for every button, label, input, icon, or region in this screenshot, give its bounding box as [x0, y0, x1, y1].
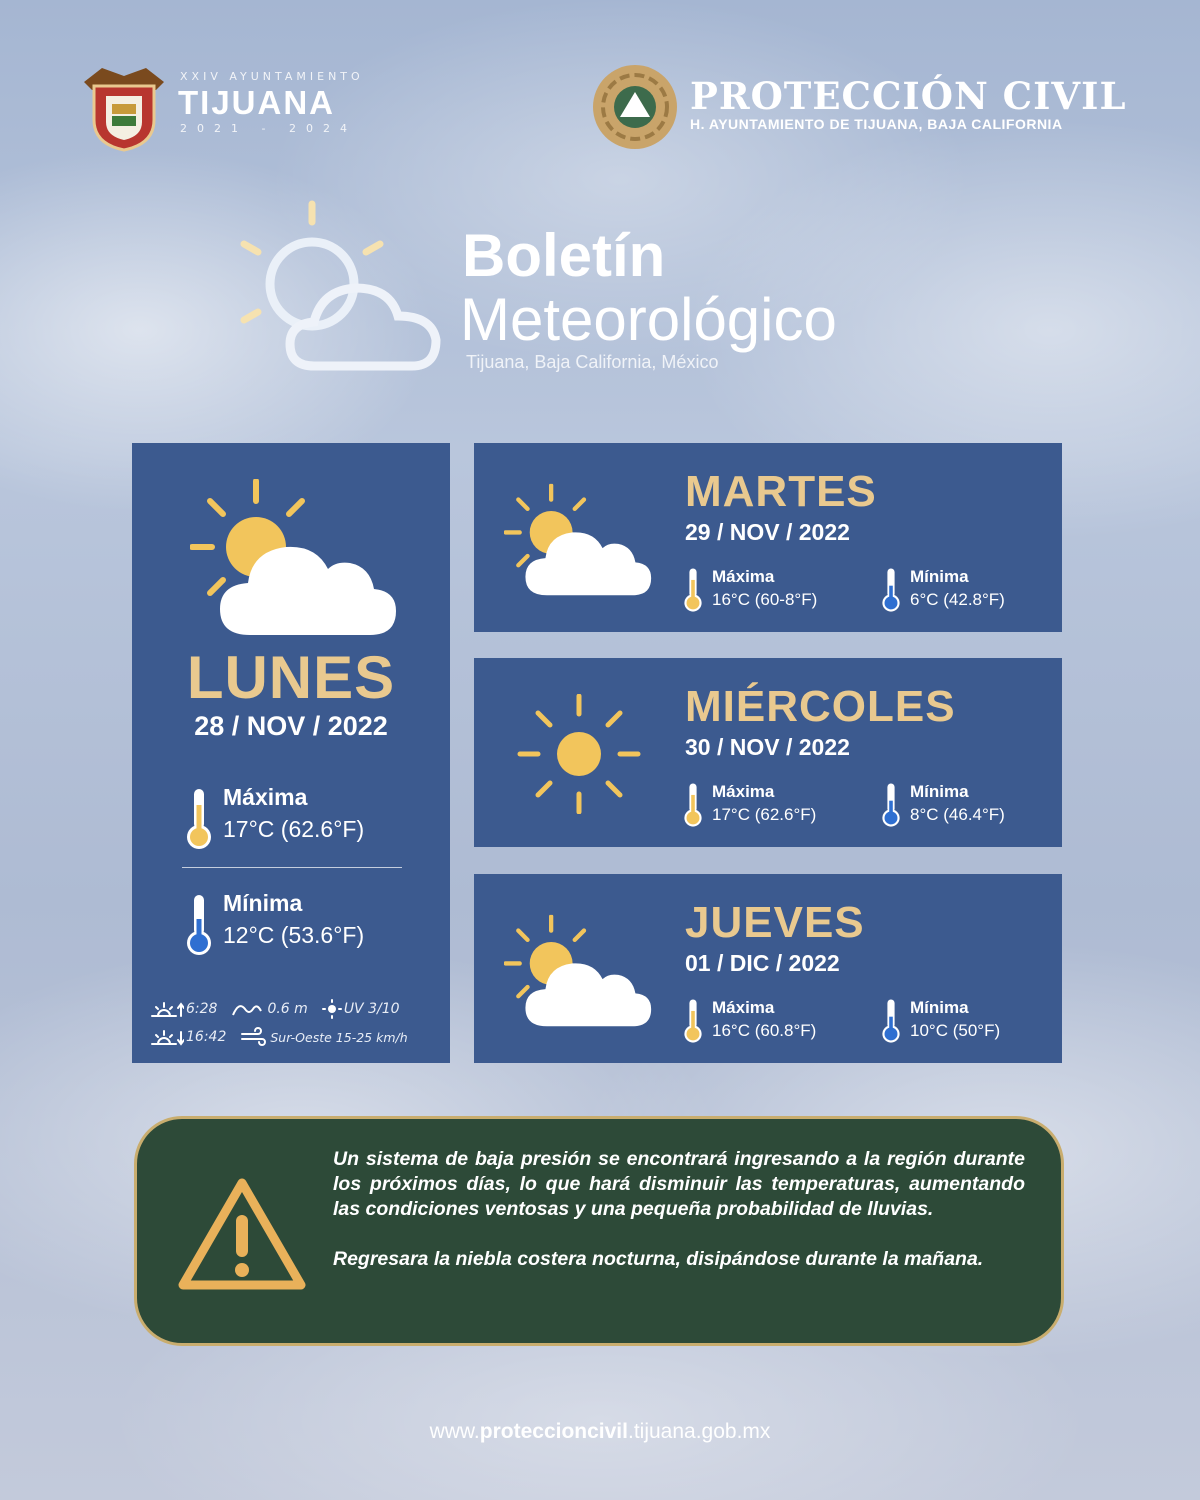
today-max-label: Máxima	[223, 784, 308, 810]
forecast-day: MARTES	[685, 467, 877, 516]
thermometer-max-icon	[184, 787, 214, 851]
tijuana-shield-logo	[80, 64, 168, 152]
today-min-label: Mínima	[223, 890, 303, 916]
warning-icon	[177, 1175, 307, 1295]
forecast-max-value: 16°C (60.8°F)	[712, 1021, 817, 1040]
thermometer-min-icon	[880, 567, 902, 613]
alert-paragraph-1: Un sistema de baja presión se encontrará ingresando a la región durante los próximos días, lo que hará disminuir las temperaturas, aumentando las condiciones ventosas y una pequeña probabilidad de lluvias.	[333, 1148, 1025, 1220]
today-forecast-card	[132, 443, 450, 1063]
thermometer-max-icon	[682, 567, 704, 613]
thermometer-min-icon	[880, 998, 902, 1044]
forecast-date: 29 / NOV / 2022	[685, 519, 850, 545]
weather-alert-box	[134, 1116, 1064, 1346]
bulletin-subtitle: Meteorológico	[460, 286, 837, 353]
forecast-card-jueves	[474, 874, 1062, 1063]
tijuana-council-label: XXIV AYUNTAMIENTO	[180, 70, 364, 83]
proteccion-civil-subtitle: H. AYUNTAMIENTO DE TIJUANA, BAJA CALIFORNIA	[690, 116, 1063, 132]
forecast-max-value: 17°C (62.6°F)	[712, 805, 817, 824]
wind-icon	[240, 1027, 268, 1047]
footer-url-prefix: www.	[429, 1420, 480, 1443]
thermometer-max-icon	[682, 782, 704, 828]
today-extra-row-2	[150, 1027, 408, 1047]
footer-url-suffix: .tijuana.gob.mx	[627, 1420, 771, 1443]
thermometer-min-icon	[880, 782, 902, 828]
wind-value: Sur-Oeste 15-25 km/h	[270, 1029, 408, 1045]
alert-paragraph-2: Regresara la niebla costera nocturna, disipándose durante la mañana.	[333, 1248, 984, 1270]
waves-icon	[231, 999, 265, 1019]
partly-cloudy-icon	[190, 479, 400, 639]
sunset-time: 16:42	[186, 1029, 227, 1045]
bulletin-location: Tijuana, Baja California, México	[466, 352, 719, 372]
sunrise-icon	[150, 999, 184, 1019]
sunrise-time: 6:28	[186, 1001, 218, 1017]
forecast-max-label: Máxima	[712, 998, 775, 1017]
forecast-min-value: 8°C (46.4°F)	[910, 805, 1005, 824]
forecast-card-miercoles	[474, 658, 1062, 847]
wave-height: 0.6 m	[267, 1001, 308, 1017]
tijuana-name: TIJUANA	[178, 84, 336, 121]
today-date: 28 / NOV / 2022	[194, 711, 388, 741]
forecast-min-value: 6°C (42.8°F)	[910, 590, 1005, 609]
bulletin-title: Boletín	[462, 222, 666, 289]
sun-icon	[504, 694, 654, 814]
forecast-min-label: Mínima	[910, 567, 969, 586]
forecast-min-label: Mínima	[910, 998, 969, 1017]
proteccion-civil-logo	[590, 62, 680, 152]
footer-website-link[interactable]	[0, 1420, 1200, 1444]
uv-sun-icon	[322, 999, 342, 1019]
forecast-max-label: Máxima	[712, 567, 775, 586]
sunset-icon	[150, 1027, 184, 1047]
divider	[182, 867, 402, 868]
forecast-date: 30 / NOV / 2022	[685, 734, 850, 760]
forecast-max-value: 16°C (60-8°F)	[712, 590, 818, 609]
alert-text	[333, 1147, 1025, 1297]
uv-index: UV 3/10	[343, 1001, 400, 1017]
today-min-value: 12°C (53.6°F)	[223, 922, 365, 948]
forecast-min-value: 10°C (50°F)	[910, 1021, 1001, 1040]
proteccion-civil-title: PROTECCIÓN CIVIL	[690, 74, 1127, 118]
forecast-card-martes	[474, 443, 1062, 632]
today-max-value: 17°C (62.6°F)	[223, 816, 365, 842]
thermometer-min-icon	[184, 893, 214, 957]
today-day: LUNES	[186, 644, 396, 711]
forecast-day: MIÉRCOLES	[685, 682, 956, 731]
partly-cloudy-icon	[504, 481, 654, 601]
partly-cloudy-icon	[504, 912, 654, 1032]
thermometer-max-icon	[682, 998, 704, 1044]
partly-cloudy-outline-icon	[236, 198, 446, 378]
footer-url-domain: proteccioncivil	[479, 1420, 628, 1443]
forecast-day: JUEVES	[685, 898, 865, 947]
today-extra-row-1	[150, 999, 400, 1019]
forecast-date: 01 / DIC / 2022	[685, 950, 840, 976]
tijuana-years: 2021 - 2024	[180, 122, 357, 135]
forecast-min-label: Mínima	[910, 782, 969, 801]
forecast-max-label: Máxima	[712, 782, 775, 801]
